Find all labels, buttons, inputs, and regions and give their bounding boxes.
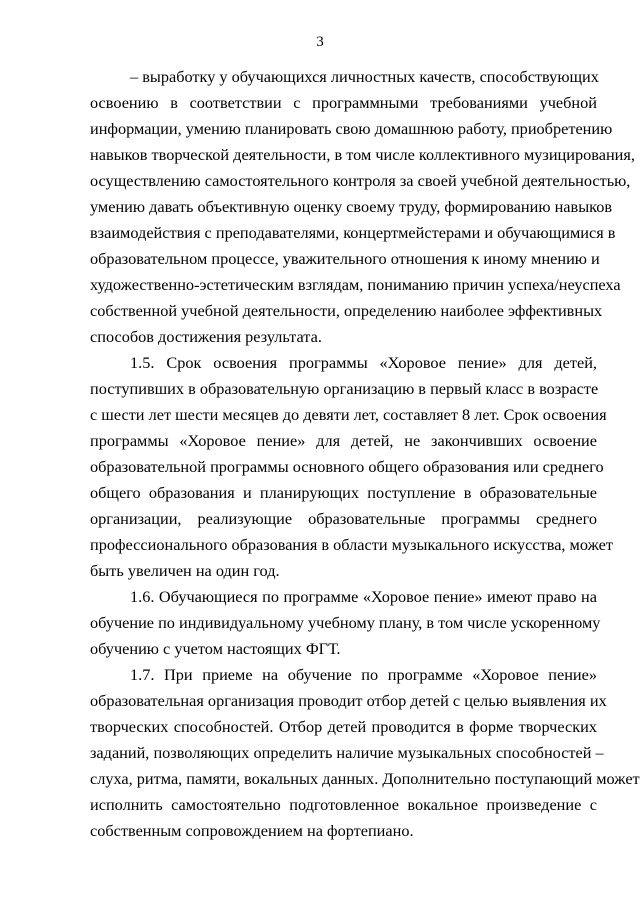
text-line: образовательном процессе, уважительного отношения к иному мнению и bbox=[90, 249, 600, 268]
text-line: способов достижения результата. bbox=[90, 327, 322, 346]
text-line: – выработку у обучающихся личностных качеств, способствующих bbox=[130, 67, 599, 86]
text-line: исполнить самостоятельно подготовленное вокальное произведение с bbox=[90, 795, 597, 814]
text-line: умению давать объективную оценку своему труду, формированию навыков bbox=[90, 197, 613, 216]
text-line: образовательной программы основного общего образования или среднего bbox=[90, 457, 604, 476]
text-line: образовательная организация проводит отбор детей с целью выявления их bbox=[90, 691, 607, 710]
text-line: общего образования и планирующих поступление в образовательные bbox=[90, 483, 597, 502]
text-line: организации, реализующие образовательные программы среднего bbox=[90, 509, 597, 528]
text-line: информации, умению планировать свою домашнюю работу, приобретению bbox=[90, 119, 613, 138]
text-line: осуществлению самостоятельного контроля за своей учебной деятельностью, bbox=[90, 171, 631, 190]
text-line: художественно-эстетическим взглядам, пониманию причин успеха/неуспеха bbox=[90, 275, 621, 294]
text-line: собственным сопровождением на фортепиано. bbox=[90, 821, 414, 840]
text-line: взаимодействия с преподавателями, концертмейстерами и обучающимися в bbox=[90, 223, 616, 242]
text-line: обучению с учетом настоящих ФГТ. bbox=[90, 639, 341, 658]
text-line: навыков творческой деятельности, в том числе коллективного музицирования, bbox=[90, 145, 635, 164]
page-number: 3 bbox=[316, 34, 324, 50]
text-line: с шести лет шести месяцев до девяти лет, составляет 8 лет. Срок освоения bbox=[90, 405, 607, 424]
text-line: слуха, ритма, памяти, вокальных данных. Дополнительно поступающий может bbox=[90, 769, 640, 788]
text-line: собственной учебной деятельности, определению наиболее эффективных bbox=[90, 301, 603, 320]
text-line: профессионального образования в области музыкального искусства, может bbox=[90, 535, 613, 554]
text-line: 1.5. Срок освоения программы «Хоровое пение» для детей, bbox=[130, 353, 597, 372]
text-line: программы «Хоровое пение» для детей, не закончивших освоение bbox=[90, 431, 597, 450]
text-line: 1.6. Обучающиеся по программе «Хоровое пение» имеют право на bbox=[130, 587, 597, 606]
text-line: поступивших в образовательную организацию в первый класс в возрасте bbox=[90, 379, 599, 398]
text-line: 1.7. При приеме на обучение по программе «Хоровое пение» bbox=[130, 665, 597, 684]
text-line: заданий, позволяющих определить наличие музыкальных способностей – bbox=[90, 743, 604, 762]
text-line: обучение по индивидуальному учебному плану, в том числе ускоренному bbox=[90, 613, 601, 632]
text-line: творческих способностей. Отбор детей проводится в форме творческих bbox=[90, 717, 597, 736]
text-line: быть увеличен на один год. bbox=[90, 561, 280, 580]
text-line: освоению в соответствии с программными требованиями учебной bbox=[90, 93, 597, 112]
